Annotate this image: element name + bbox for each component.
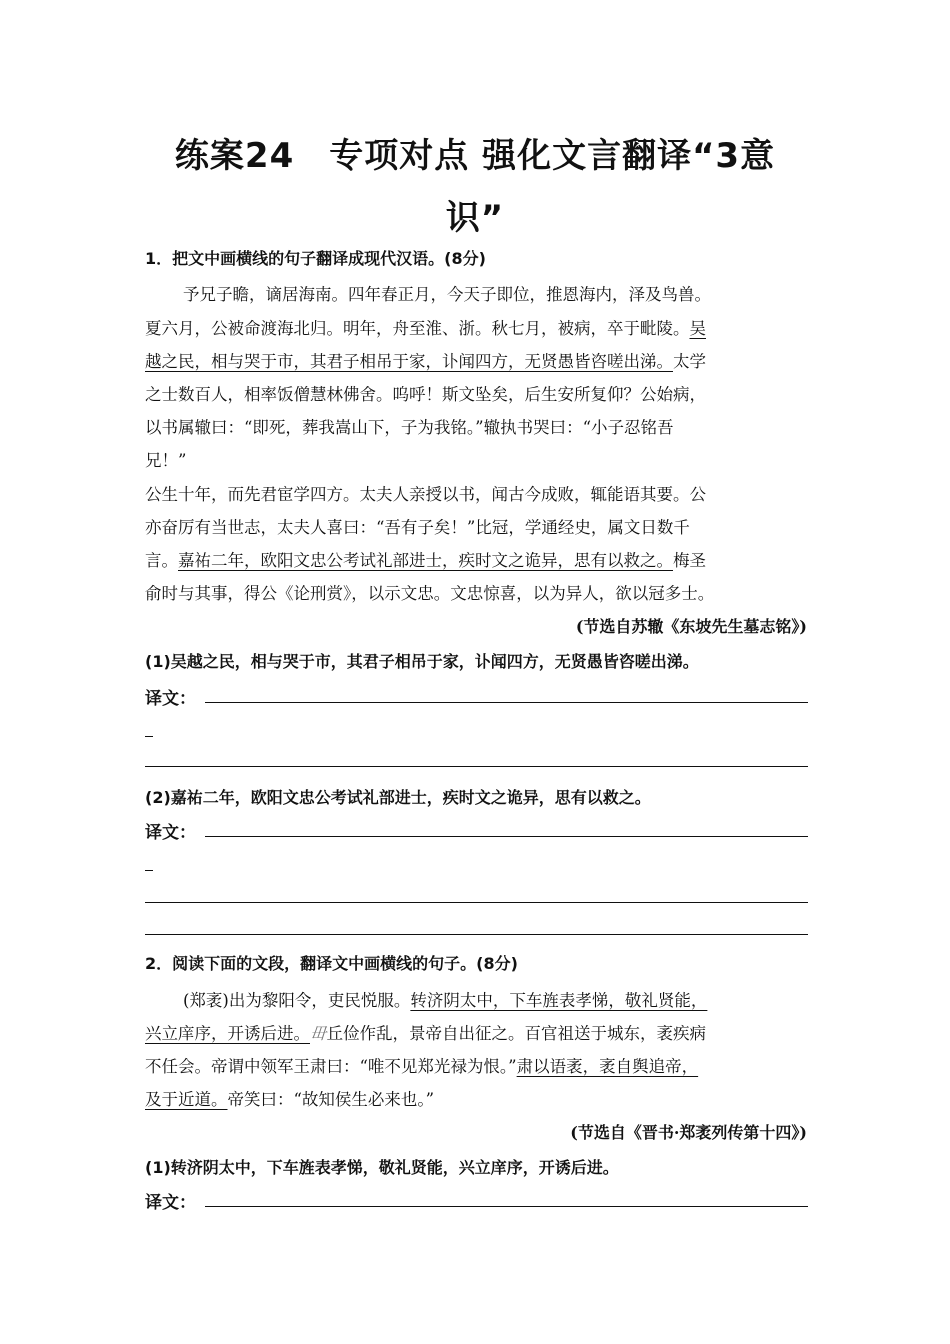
q1-answer-label-1: 译文： bbox=[145, 689, 196, 709]
q2-underlined-sentence: 兴立庠序，开诱后进。 bbox=[145, 1024, 310, 1043]
q1-passage-line: 之士数百人，相率饭僧慧林佛舍。呜呼！斯文坠矣，后生安所复仰？公始病， bbox=[145, 385, 706, 404]
q1-subquestion-2: (2)嘉祐二年，欧阳文忠公考试礼部进士，疾时文之诡异，思有以救之。 bbox=[145, 788, 651, 807]
q1-source-citation: (节选自苏辙《东坡先生墓志铭》) bbox=[575, 617, 807, 636]
q1-underlined-sentence: 吴 bbox=[689, 319, 706, 338]
q2-subquestion-1: (1)转济阴太中，下车旌表孝悌，敬礼贤能，兴立庠序，开诱后进。 bbox=[145, 1158, 619, 1177]
q1-passage-line bbox=[145, 550, 706, 572]
question-2-prompt: 2．阅读下面的文段，翻译文中画横线的句子。(8分) bbox=[145, 954, 518, 973]
q1-passage-line: 公生十年，而先君宦学四方。太夫人亲授以书，闻古今成败，辄能语其要。公 bbox=[145, 485, 706, 504]
q1-passage-line: 亦奋厉有当世志，太夫人喜曰：“吾有子矣！”比冠，学通经史，属文日数千 bbox=[145, 518, 690, 537]
answer-line[interactable] bbox=[145, 766, 808, 767]
q1-passage-line: 俞时与其事，得公《论刑赏》，以示文忠。文忠惊喜，以为异人，欲以冠多士。 bbox=[145, 584, 715, 603]
q2-underlined-sentence: 肃以语袤，袤自舆追帝， bbox=[516, 1057, 699, 1076]
q1-underlined-sentence: 嘉祐二年，欧阳文忠公考试礼部进士，疾时文之诡异，思有以救之。 bbox=[178, 551, 673, 570]
q2-passage-text: (郑袤)出为黎阳令，吏民悦服。 bbox=[183, 991, 411, 1010]
q1-passage-line bbox=[145, 351, 706, 373]
q1-passage-line: 兄！” bbox=[145, 451, 187, 470]
q1-passage-text: 言。 bbox=[145, 551, 178, 570]
question-1-prompt: 1．把文中画横线的句子翻译成现代汉语。(8分) bbox=[145, 249, 486, 268]
q2-passage-line bbox=[145, 1023, 706, 1045]
q1-passage-text: 梅圣 bbox=[673, 551, 706, 570]
answer-line[interactable] bbox=[145, 902, 808, 903]
q1-underlined-sentence: 越之民，相与哭于市，其君子相吊于家，讣闻四方，无贤愚皆咨嗟出涕。 bbox=[145, 352, 673, 371]
q2-passage-text: 不任会。帝谓中领军王肃曰：“唯不见郑光禄为恨。” bbox=[145, 1057, 517, 1076]
q1-answer-label-2: 译文： bbox=[145, 823, 196, 843]
q2-source-citation: (节选自《晋书·郑袤列传第十四》) bbox=[570, 1123, 807, 1142]
answer-line-stub bbox=[145, 736, 153, 737]
answer-line[interactable] bbox=[145, 934, 808, 935]
q2-passage-text: 丘俭作乱，景帝自出征之。百官祖送于城东，袤疾病 bbox=[326, 1024, 706, 1043]
q2-passage-line bbox=[183, 990, 707, 1012]
answer-line[interactable] bbox=[205, 836, 808, 837]
q1-passage-text: 夏六月，公被命渡海北归。明年，舟至淮、浙。秋七月，被病，卒于毗陵。 bbox=[145, 319, 690, 338]
q2-passage-text: 帝笑曰：“故知侯生必来也。” bbox=[227, 1090, 435, 1109]
q1-passage-line: 以书属辙曰：“即死，葬我嵩山下，子为我铭。”辙执书哭曰：“小子忍铭吾 bbox=[145, 418, 674, 437]
q2-underlined-sentence: 转济阴太中，下车旌表孝悌，敬礼贤能， bbox=[410, 991, 708, 1010]
q2-underlined-sentence: 及于近道。 bbox=[145, 1090, 228, 1109]
answer-line[interactable] bbox=[205, 702, 808, 703]
page-title-line2: 识” bbox=[445, 198, 505, 238]
q1-passage-line: 予兄子瞻，谪居海南。四年春正月，今天子即位，推恩海内，泽及鸟兽。 bbox=[183, 285, 711, 304]
q1-passage-line bbox=[145, 318, 706, 340]
q2-passage-line bbox=[145, 1089, 434, 1111]
page-title-line1: 练案24 专项对点 强化文言翻译“3意 bbox=[174, 136, 776, 176]
q2-passage-line bbox=[145, 1056, 698, 1078]
q1-passage-text: 太学 bbox=[673, 352, 706, 371]
handwritten-character: 毌 bbox=[310, 1024, 327, 1043]
answer-line-stub bbox=[145, 870, 153, 871]
q2-answer-label-1: 译文： bbox=[145, 1193, 196, 1213]
answer-line[interactable] bbox=[205, 1206, 808, 1207]
q1-subquestion-1: (1)吴越之民，相与哭于市，其君子相吊于家，讣闻四方，无贤愚皆咨嗟出涕。 bbox=[145, 652, 699, 671]
